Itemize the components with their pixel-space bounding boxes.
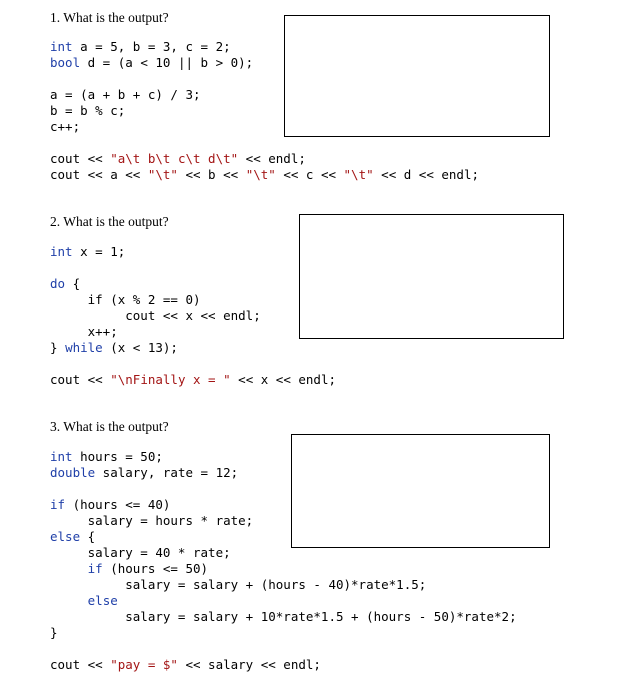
code-string: "\t" [147,167,178,182]
code-line [50,244,336,260]
code-text: (x < 13); [102,340,178,355]
code-line [50,135,479,151]
question-1-answer-box[interactable] [284,15,550,137]
code-text: salary, rate = 12; [95,465,239,480]
code-line [50,340,336,356]
question-3-answer-box[interactable] [291,434,550,548]
code-text: << c << [275,167,344,182]
code-string: "pay = $" [110,657,178,672]
code-keyword: else [87,593,118,608]
code-text: << d << endl; [373,167,479,182]
code-text: { [80,529,96,544]
code-text: << endl; [238,151,306,166]
code-line [50,276,336,292]
code-line [50,356,336,372]
code-text [50,561,88,576]
code-text: hours = 50; [72,449,163,464]
code-keyword: do [50,276,66,291]
code-line [50,641,517,657]
code-text: x = 1; [72,244,126,259]
code-keyword: int [50,244,73,259]
code-string: "\nFinally x = " [110,372,231,387]
code-text: { [65,276,81,291]
code-keyword: int [50,449,73,464]
code-line [50,577,517,593]
code-text: } [50,625,58,640]
question-3-title: 3. What is the output? [50,419,169,434]
code-keyword: double [50,465,96,480]
code-text: cout << [50,372,111,387]
code-text: salary = salary + 10*rate*1.5 + (hours - 50)*rate*2; [50,609,517,624]
code-text: } [50,340,66,355]
code-line [50,260,336,276]
code-text: (hours <= 40) [65,497,171,512]
code-string: "\t" [245,167,276,182]
code-keyword: while [65,340,103,355]
code-text: salary = 40 * rate; [50,545,231,560]
code-line [50,609,517,625]
code-line [50,308,336,324]
code-line [50,151,479,167]
code-text: a = (a + b + c) / 3; [50,87,201,102]
code-text: salary = hours * rate; [50,513,254,528]
code-line [50,372,336,388]
code-text: (hours <= 50) [102,561,209,576]
code-text [50,593,88,608]
code-keyword: else [50,529,81,544]
code-keyword: int [50,39,73,54]
code-text: << x << endl; [230,372,336,387]
code-line [50,625,517,641]
code-string: "\t" [343,167,374,182]
code-text: x++; [50,324,118,339]
question-2-code [50,244,336,388]
code-line [50,292,336,308]
code-string: "a\t b\t c\t d\t" [110,151,239,166]
code-line [50,593,517,609]
code-line [50,167,479,183]
code-text: if (x % 2 == 0) [50,292,201,307]
code-text: << b << [177,167,246,182]
code-keyword: if [87,561,103,576]
code-text: cout << [50,151,111,166]
code-text: b = b % c; [50,103,126,118]
code-text: cout << a << [50,167,148,182]
code-line [50,561,517,577]
code-text: << salary << endl; [177,657,321,672]
code-keyword: bool [50,55,81,70]
code-text: cout << x << endl; [50,308,261,323]
code-text: salary = salary + (hours - 40)*rate*1.5; [50,577,427,592]
code-keyword: if [50,497,66,512]
code-text: cout << [50,657,111,672]
code-text: c++; [50,119,81,134]
code-line [50,324,336,340]
code-text: d = (a < 10 || b > 0); [80,55,254,70]
question-2-title: 2. What is the output? [50,214,169,229]
question-1-title: 1. What is the output? [50,10,169,25]
code-line [50,657,517,673]
code-text: a = 5, b = 3, c = 2; [72,39,231,54]
question-2-answer-box[interactable] [299,214,564,339]
